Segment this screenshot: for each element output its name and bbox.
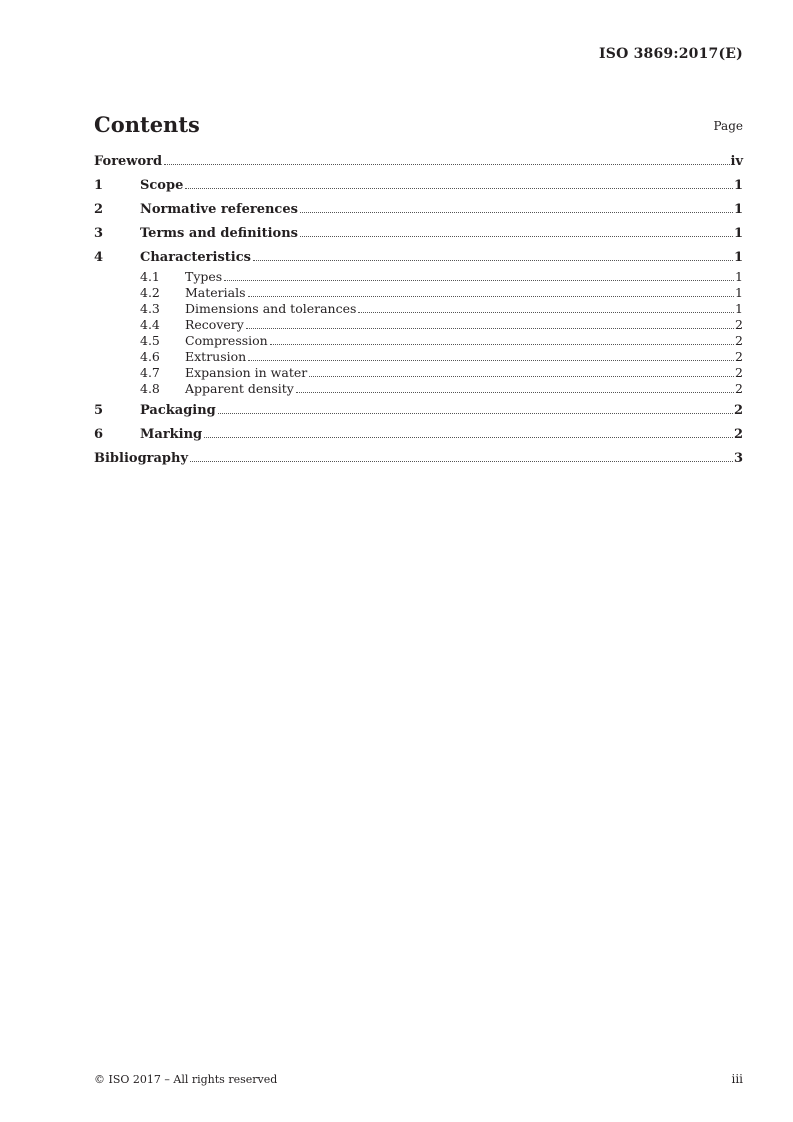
dot-leader [246, 328, 734, 329]
document-reference: ISO 3869:2017(E) [599, 46, 743, 62]
toc-entry-page: iv [730, 154, 743, 169]
dot-leader [164, 164, 729, 165]
dot-leader [296, 392, 734, 393]
toc-entry-number: 4.3 [140, 301, 160, 316]
toc-entry-title: Extrusion [185, 349, 247, 364]
toc-entry-number: 4.2 [140, 285, 160, 300]
toc-entry-title: Types [185, 269, 223, 284]
dot-leader [248, 360, 734, 361]
toc-subentry-apparent-density[interactable] [94, 381, 743, 397]
dot-leader [248, 296, 735, 297]
page-column-label: Page [713, 119, 743, 133]
toc-entry-number: 4.7 [140, 365, 160, 380]
toc-entry-page: 2 [733, 403, 743, 418]
toc-entry-number: 4.6 [140, 349, 160, 364]
dot-leader [300, 212, 733, 213]
toc-entry-terms-and-definitions[interactable] [94, 226, 743, 245]
toc-entry-number: 6 [94, 427, 104, 442]
dot-leader [224, 280, 734, 281]
toc-entry-page: 1 [733, 202, 743, 217]
toc-entry-title: Normative references [140, 202, 298, 217]
toc-subentry-recovery[interactable] [94, 317, 743, 333]
toc-entry-title: Scope [140, 178, 184, 193]
contents-title: Contents [94, 112, 200, 137]
dot-leader [270, 344, 734, 345]
toc-entry-number: 5 [94, 403, 104, 418]
toc-entry-scope[interactable] [94, 178, 743, 197]
toc-entry-title: Compression [185, 333, 268, 348]
toc-entry-packaging[interactable] [94, 403, 743, 422]
toc-entry-normative-references[interactable] [94, 202, 743, 221]
dot-leader [204, 437, 733, 438]
toc-subentry-types[interactable] [94, 269, 743, 285]
toc-subentry-materials[interactable] [94, 285, 743, 301]
footer-copyright: © ISO 2017 – All rights reserved [94, 1073, 278, 1086]
toc-entry-page: 2 [735, 349, 743, 364]
toc-entry-page: 2 [735, 365, 743, 380]
toc-subentry-extrusion[interactable] [94, 349, 743, 365]
dot-leader [300, 236, 733, 237]
table-of-contents [94, 154, 743, 470]
toc-entry-title: Expansion in water [185, 365, 308, 380]
footer-page-number: iii [731, 1072, 743, 1086]
toc-entry-number: 1 [94, 178, 104, 193]
toc-entry-title: Packaging [140, 403, 216, 418]
toc-entry-page: 1 [735, 285, 743, 300]
dot-leader [218, 413, 733, 414]
toc-entry-title: Marking [140, 427, 203, 442]
toc-entry-characteristics[interactable] [94, 250, 743, 269]
toc-entry-title: Terms and definitions [140, 226, 298, 241]
toc-entry-foreword[interactable] [94, 154, 743, 173]
toc-subentry-dimensions-and-tolerances[interactable] [94, 301, 743, 317]
toc-entry-page: 2 [733, 427, 743, 442]
toc-entry-marking[interactable] [94, 427, 743, 446]
toc-entry-title: Recovery [185, 317, 244, 332]
toc-entry-page: 1 [733, 226, 743, 241]
toc-entry-page: 1 [733, 250, 743, 265]
toc-subentry-compression[interactable] [94, 333, 743, 349]
toc-entry-number: 4 [94, 250, 104, 265]
toc-entry-title: Characteristics [140, 250, 251, 265]
toc-entry-page: 3 [733, 451, 743, 466]
toc-entry-title: Dimensions and tolerances [185, 301, 357, 316]
toc-entry-number: 4.5 [140, 333, 160, 348]
toc-entry-title: Foreword [94, 154, 163, 169]
toc-entry-page: 2 [735, 333, 743, 348]
toc-entry-page: 2 [735, 381, 743, 396]
dot-leader [309, 376, 734, 377]
toc-entry-number: 4.1 [140, 269, 160, 284]
dot-leader [185, 188, 733, 189]
dot-leader [358, 312, 734, 313]
toc-entry-title: Materials [185, 285, 246, 300]
toc-entry-number: 4.8 [140, 381, 160, 396]
toc-entry-bibliography[interactable] [94, 451, 743, 470]
toc-entry-number: 3 [94, 226, 104, 241]
toc-entry-page: 1 [735, 301, 743, 316]
dot-leader [253, 260, 733, 261]
toc-entry-page: 1 [735, 269, 743, 284]
toc-entry-title: Apparent density [185, 381, 294, 396]
toc-entry-title: Bibliography [94, 451, 189, 466]
toc-subentry-expansion-in-water[interactable] [94, 365, 743, 381]
dot-leader [190, 461, 733, 462]
toc-entry-number: 2 [94, 202, 104, 217]
toc-entry-page: 1 [733, 178, 743, 193]
toc-entry-number: 4.4 [140, 317, 160, 332]
toc-entry-page: 2 [735, 317, 743, 332]
